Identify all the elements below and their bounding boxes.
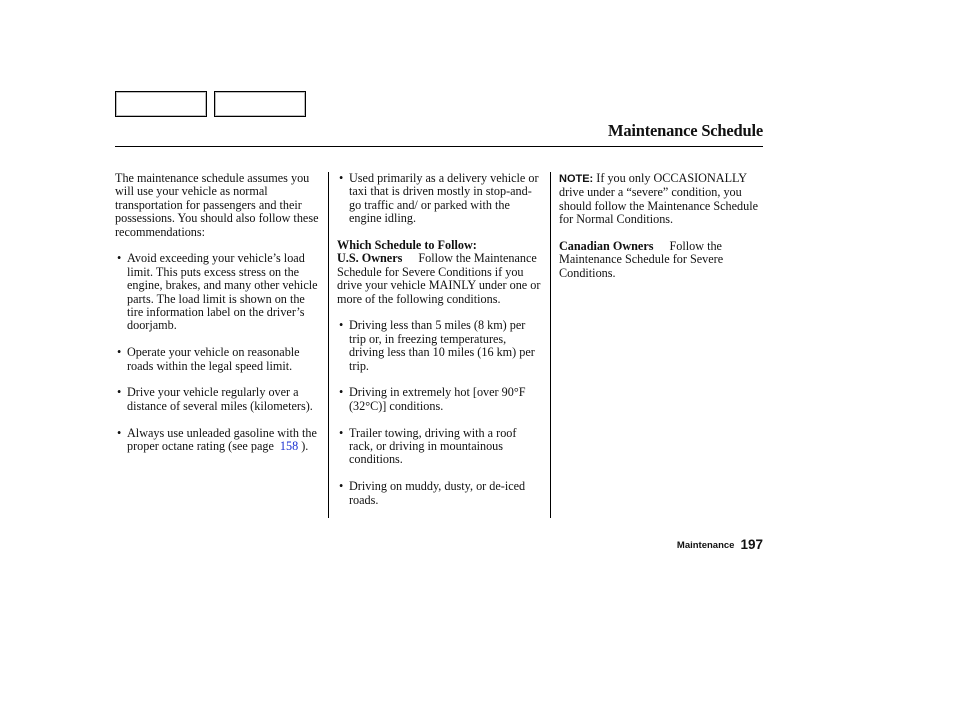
bullet-text-end: ). bbox=[301, 439, 309, 454]
section-heading: Which Schedule to Follow: bbox=[337, 238, 477, 253]
page-link[interactable]: 158 bbox=[279, 439, 299, 454]
column-3 bbox=[559, 172, 763, 294]
nav-button-1[interactable] bbox=[115, 91, 207, 117]
canadian-owners-paragraph bbox=[559, 240, 763, 280]
bullet-text: Always use unleaded gasoline with the proper octane rating (see page bbox=[127, 425, 317, 454]
list-item: • Operate your vehicle on reasonable roads within the legal speed limit. bbox=[115, 346, 321, 373]
header-rule bbox=[115, 146, 763, 147]
list-item: • Driving less than 5 miles (8 km) per trip or, in freezing temperatures, driving less than 10 miles (16 km) per trip. bbox=[337, 319, 541, 373]
column-1 bbox=[115, 172, 321, 467]
footer-section-label: Maintenance bbox=[676, 540, 735, 551]
subheading: Canadian Owners bbox=[559, 239, 654, 254]
paragraph-text: Follow the Maintenance Schedule for Severe Conditions if you drive your vehicle MAINLY under one or more of the following conditions. bbox=[337, 251, 541, 306]
column-divider-1 bbox=[328, 172, 329, 518]
list-item: • Driving on muddy, dusty, or de-iced roads. bbox=[337, 480, 541, 507]
list-item: • Drive your vehicle regularly over a distance of several miles (kilometers). bbox=[115, 386, 321, 413]
page-footer bbox=[677, 536, 763, 554]
list-item: • Used primarily as a delivery vehicle or taxi that is driven mostly in stop-and-go traffic and/ or parked with the engine idling. bbox=[337, 172, 541, 226]
list-item: • Driving in extremely hot [over 90°F (32°C)] conditions. bbox=[337, 386, 541, 413]
page-title: Maintenance Schedule bbox=[607, 121, 763, 140]
us-owners-paragraph bbox=[337, 252, 541, 306]
page-number: 197 bbox=[740, 537, 763, 552]
subheading: U.S. Owners bbox=[337, 251, 403, 266]
nav-button-2[interactable] bbox=[214, 91, 306, 117]
intro-paragraph: The maintenance schedule assumes you will use your vehicle as normal transportation for passengers and their possessions. You should also follow these recommendations: bbox=[115, 171, 319, 239]
list-item: • Avoid exceeding your vehicle’s load limit. This puts excess stress on the engine, brakes, and many other vehicle parts. The load limit is shown on the tire information label on the driver’s doorjamb. bbox=[115, 252, 321, 332]
note-label: NOTE: bbox=[559, 173, 594, 185]
column-divider-2 bbox=[550, 172, 551, 518]
column-2 bbox=[337, 172, 541, 520]
note-text: If you only OCCASIONALLY drive under a “severe” condition, you should follow the Maintenance Schedule for Normal Conditions. bbox=[559, 171, 759, 227]
list-item: • Trailer towing, driving with a roof rack, or driving in mountainous conditions. bbox=[337, 427, 541, 467]
note-paragraph bbox=[559, 172, 763, 227]
list-item bbox=[115, 427, 321, 454]
paragraph-text: Follow the Maintenance Schedule for Severe Conditions. bbox=[559, 239, 724, 280]
